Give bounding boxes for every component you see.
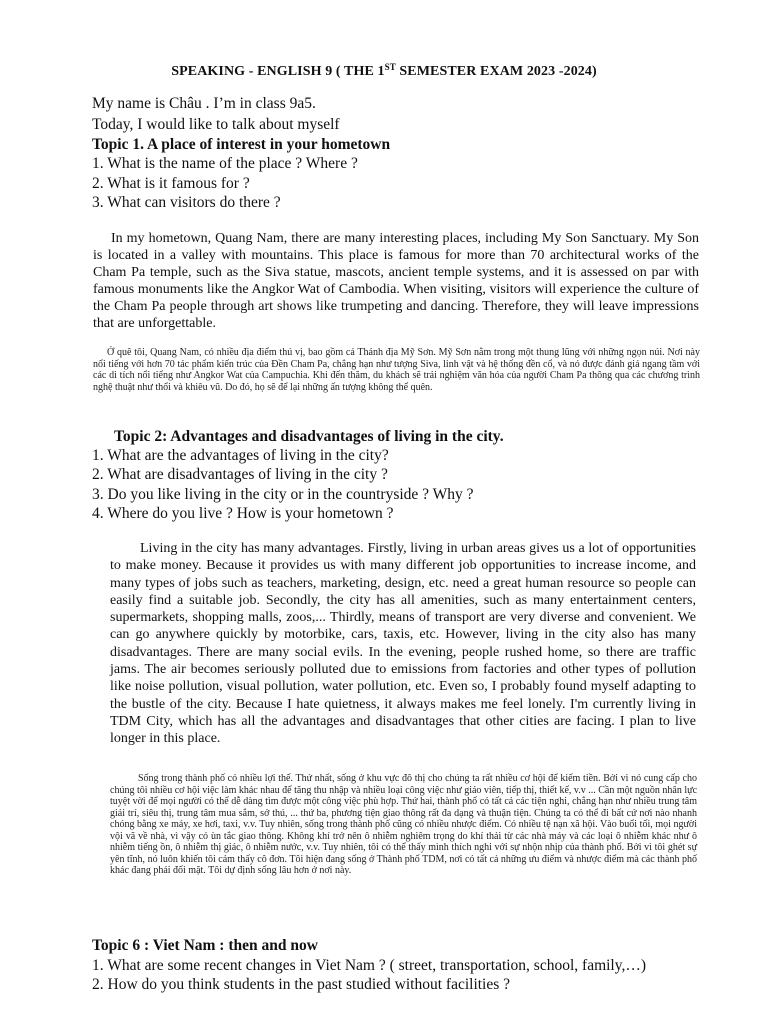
topic6-question-1: 1. What are some recent changes in Viet Nam ? ( street, transportation, school, family,…) [92,957,647,974]
intro-line-2: Today, I would like to talk about myself [92,116,340,133]
topic1-answer-en: In my hometown, Quang Nam, there are many interesting places, including My Son Sanctuary. My Son is located in a valley with mountains. This place is famous for more than 70 architectural works of the Cham Pa temple, such as the Siva statue, mascots, ancient temple systems, and it is assessed on par with famous monuments like the Angkor Wat of Cambodia. When visiting, visitors will experience the culture of the Cham Pa people through art shows like trumpeting and dancing. Therefore, they will leave impressions that are unforgettable. [93,231,699,331]
intro-line-1: My name is Châu . I’m in class 9a5. [92,95,316,112]
topic2-heading: Topic 2: Advantages and disadvantages of living in the city. [114,428,504,445]
topic1-question-3: 3. What can visitors do there ? [92,194,281,211]
topic1-question-2: 2. What is it famous for ? [92,175,250,192]
topic6-heading: Topic 6 : Viet Nam : then and now [92,937,318,954]
topic2-question-3: 3. Do you like living in the city or in the countryside ? Why ? [92,486,474,503]
page-title [0,62,768,80]
topic2-answer-vi: Sống trong thành phố có nhiều lợi thế. Thứ nhất, sống ở khu vực đô thị cho chúng ta rất nhiều cơ hội để kiếm tiền. Bởi vì nó cung cấp cho chúng tôi nhiều cơ hội việc làm khác nhau để tăng thu nhập và nhiều loại công việc như giáo viên, tiếp thị, thiết kế, v.v ... Cần một nguồn nhân lực tuyệt vời để mọi người có thể dễ dàng tìm được một công việc phù hợp. Thứ hai, thành phố có tất cả các tiện nghi, chẳng hạn như nhiều trung tâm giải trí, siêu thị, trung tâm mua sắm, sở thú, ... thứ ba, phương tiện giao thông rất đa dạng và thuận tiện. Chúng ta có thể đi bất cứ nơi nào nhanh chóng bằng xe máy, xe hơi, taxi, v.v. Tuy nhiên, sống trong thành phố cũng có nhiều nhược điểm. Có nhiều tệ nạn xã hội. Vào buổi tối, mọi người vội vã về nhà, vì vậy có ùn tắc giao thông. Không khí trở nên ô nhiễm nghiêm trọng do khí thải từ các nhà máy và các loại ô nhiễm khác như ô nhiễm tiếng ồn, ô nhiễm thị giác, ô nhiễm nước, v.v. Tuy nhiên, tôi có thể thấy mình thích nghi với sự nhộn nhịp của thành phố. Bởi vì tôi ghét sự yên tĩnh, nó luôn khiến tôi cảm thấy cô đơn. Tôi hiện đang sống ở Thành phố TDM, nơi có tất cả những ưu điểm và nhược điểm mà các thành phố khác đang phải đối mặt. Tôi dự định sống lâu hơn ở nơi này. [110,773,698,876]
topic1-question-1: 1. What is the name of the place ? Where ? [92,155,358,172]
topic1-answer-vi: Ở quê tôi, Quang Nam, có nhiều địa điểm thú vị, bao gồm cả Thánh địa Mỹ Sơn. Mỹ Sơn nằm trong một thung lũng với những ngọn núi. Nơi này nổi tiếng với hơn 70 tác phẩm kiến trúc của Đền Cham Pa, chẳng hạn như tượng Siva, linh vật và hệ thống đền cổ, và nó được đánh giá ngang tầm với các di tích nổi tiếng như Angkor Wat của Campuchia. Khi đến thăm, du khách sẽ trải nghiệm văn hóa của người Cham Pa thông qua các chương trình nghệ thuật như thổi và khiêu vũ. Do đó, họ sẽ để lại những ấn tượng không thể quên. [93,347,700,393]
topic2-question-2: 2. What are disadvantages of living in the city ? [92,466,388,483]
topic2-question-4: 4. Where do you live ? How is your hometown ? [92,505,394,522]
topic6-question-2: 2. How do you think students in the past studied without facilities ? [92,976,511,993]
topic2-answer-en: Living in the city has many advantages. Firstly, living in urban areas gives us a lot of opportunities to make money. Because it provides us with many different job opportunities to increase income, and many types of jobs such as teachers, marketing, design, etc. need a great human resource so people can easily find a suitable job. Secondly, the city has all amenities, such as many entertainment centers, supermarkets, shopping malls, zoos,... Thirdly, means of transport are very diverse and convenient. We can go anywhere quickly by motorbike, cars, taxis, etc. However, living in the city also has many disadvantages. There are many social evils. In the evening, people rushed home, so there are traffic jams. The air becomes seriously polluted due to emissions from factories and other types of pollution like noise pollution, visual pollution, water pollution, etc. Even so, I probably found myself adapting to the bustle of the city. Because I hate quietness, it always makes me feel lonely. I'm currently living in TDM City, which has all the advantages and disadvantages that other cities are facing. I plan to live longer in this place. [110,541,696,747]
title-superscript: ST [384,62,396,72]
title-suffix: SEMESTER EXAM 2023 -2024) [395,64,597,79]
topic1-heading: Topic 1. A place of interest in your hometown [92,136,391,153]
topic2-question-1: 1. What are the advantages of living in the city? [92,447,389,464]
title-prefix: SPEAKING - ENGLISH 9 ( THE 1 [171,64,385,79]
